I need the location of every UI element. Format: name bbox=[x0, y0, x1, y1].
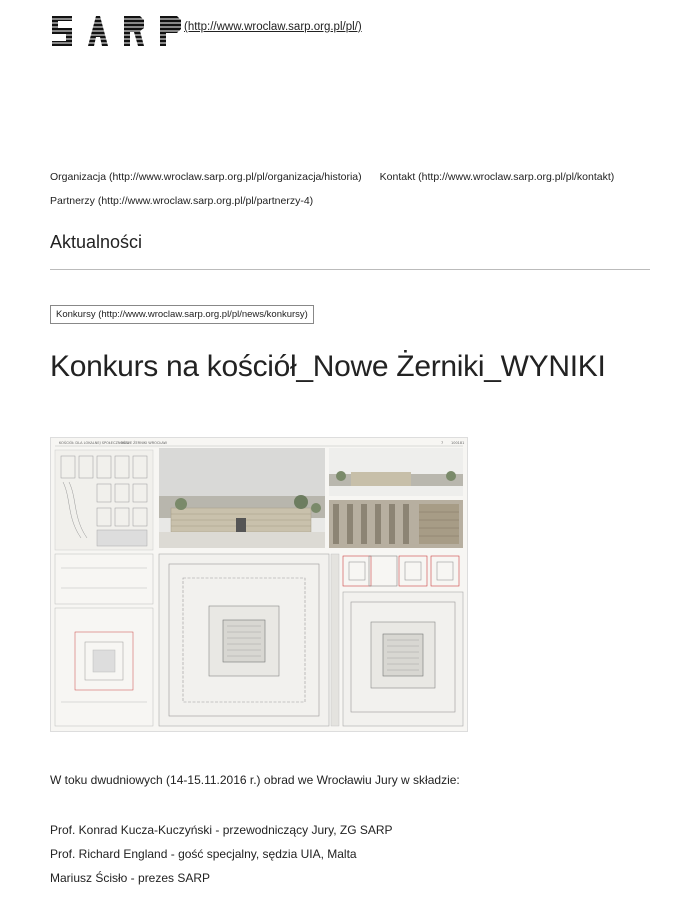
sarp-logo-graphic bbox=[50, 15, 182, 47]
main-render bbox=[159, 448, 325, 548]
section-divider bbox=[50, 269, 650, 270]
logo-letter-r bbox=[122, 16, 146, 46]
board-illustration bbox=[51, 438, 467, 731]
section-strip bbox=[331, 554, 339, 726]
side-render-bottom bbox=[329, 500, 463, 548]
logo-letter-s bbox=[50, 15, 74, 47]
side-render-top bbox=[329, 448, 463, 496]
board-header-left: KOŚCIÓŁ DLA LOKALNEJ SPOŁECZNOŚCI bbox=[59, 441, 129, 445]
logo-letter-a bbox=[86, 16, 110, 46]
logo-link[interactable]: (http://www.wroclaw.sarp.org.pl/pl/) bbox=[184, 21, 362, 33]
site-plan bbox=[55, 450, 153, 550]
nav-row-1 bbox=[50, 165, 650, 189]
section-title: Aktualności bbox=[50, 232, 143, 252]
article-title: Konkurs na kościół_Nowe Żerniki_WYNIKI bbox=[50, 350, 606, 383]
nav-item-organizacja[interactable]: Organizacja (http://www.wroclaw.sarp.org.pl/pl/organizacja/historia) bbox=[50, 171, 362, 183]
main-nav bbox=[50, 165, 650, 213]
plan-center bbox=[159, 554, 329, 726]
jury-member: Mariusz Ścisło - prezes SARP bbox=[50, 871, 211, 885]
jury-member: Prof. Konrad Kucza-Kuczyński - przewodniczący Jury, ZG SARP bbox=[50, 823, 393, 837]
plan-right bbox=[343, 592, 463, 726]
board-code: 100181 bbox=[451, 441, 465, 445]
logo-letter-p bbox=[158, 16, 182, 46]
board-header-mid: NOWE ŻERNIKI WROCŁAW bbox=[121, 441, 168, 445]
intro-paragraph: W toku dwudniowych (14-15.11.2016 r.) obrad we Wrocławiu Jury w składzie: bbox=[50, 773, 460, 787]
category-tag[interactable]: Konkursy (http://www.wroclaw.sarp.org.pl/pl/news/konkursy) bbox=[50, 305, 314, 324]
board-page-no: 7 bbox=[441, 441, 444, 445]
jury-member: Prof. Richard England - gość specjalny, sędzia UIA, Malta bbox=[50, 847, 357, 861]
nav-item-partnerzy[interactable]: Partnerzy (http://www.wroclaw.sarp.org.pl/pl/partnerzy-4) bbox=[50, 195, 314, 207]
competition-board-image bbox=[50, 437, 468, 732]
sarp-logo[interactable] bbox=[50, 15, 182, 47]
site-header bbox=[50, 15, 362, 49]
nav-row-2 bbox=[50, 189, 650, 213]
article-intro bbox=[50, 773, 650, 787]
nav-item-kontakt[interactable]: Kontakt (http://www.wroclaw.sarp.org.pl/pl/kontakt) bbox=[379, 171, 615, 183]
jury-list bbox=[50, 822, 650, 894]
